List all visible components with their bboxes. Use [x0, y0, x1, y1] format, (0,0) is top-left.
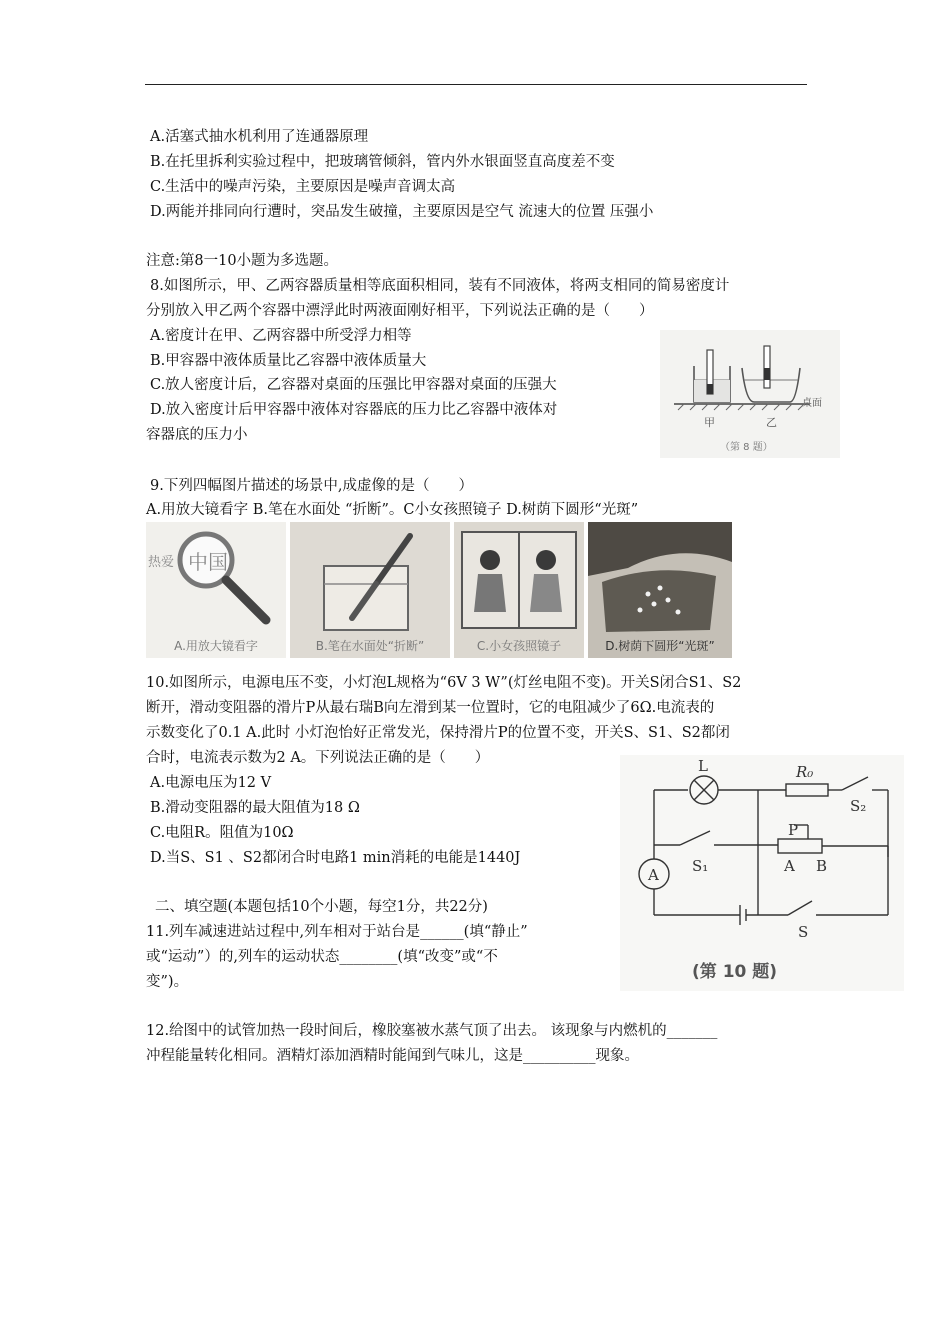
- q10-option-c: C.电阻R。阻值为10Ω: [150, 825, 294, 841]
- q10-stem-line3: 示数变化了0.1 A.此时 小灯泡怡好正常发光，保持滑片P的位置不变，开关S、S1、S2都闭: [146, 725, 730, 741]
- multi-choice-note: 注意:第8一10小题为多选题。: [146, 253, 339, 269]
- q12-line2: 冲程能量转化相同。酒精灯添加酒精时能闻到气味儿，这是__________现象。: [146, 1048, 639, 1064]
- q9-caption-b: B.笔在水面处“折断”: [315, 639, 425, 653]
- q7-option-a: A.活塞式抽水机利用了连通器原理: [150, 129, 369, 145]
- q9-image-d: [588, 522, 732, 658]
- q11-line2: 或“运动”）的,列车的运动状态________(填“改变”或“不: [146, 949, 498, 965]
- circuit-label-node-b: B: [816, 857, 828, 875]
- q10-option-d: D.当S、S1 、S2都闭合时电路1 min消耗的电能是1440J: [150, 850, 521, 866]
- q10-option-b: B.滑动变阻器的最大阻值为18 Ω: [150, 800, 360, 816]
- q8-label-table: 桌面: [802, 398, 822, 409]
- q12-line1: 12.给图中的试管加热一段时间后，橡胶塞被水蒸气顶了出去。 该现象与内燃机的_______: [146, 1023, 718, 1039]
- circuit-label-s1: S₁: [692, 857, 709, 875]
- q10-circuit-figure: [620, 755, 904, 991]
- q9-caption-d: D.树荫下圆形“光斑”: [605, 639, 715, 653]
- circuit-label-r0: R₀: [796, 763, 814, 781]
- q7-option-b: B.在托里拆利实验过程中，把玻璃管倾斜，管内外水银面竖直高度差不变: [150, 154, 615, 170]
- q9-stem: 9.下列四幅图片描述的场景中,成虚像的是（ ）: [150, 478, 473, 494]
- q8-stem-line2: 分别放入甲乙两个容器中漂浮此时两液面刚好相平，下列说法正确的是（ ）: [146, 303, 654, 319]
- header-rule: [145, 84, 807, 85]
- circuit-label-switch-s: S: [798, 923, 809, 941]
- q10-figure-caption: (第 10 题): [692, 962, 778, 982]
- q10-stem-line2: 断开，滑动变阻器的滑片P从最右瑞B向左滑到某一位置时，它的电阻减少了6Ω.电流表的: [146, 700, 715, 716]
- q9-image-a-text1: 热爱: [148, 555, 175, 570]
- q10-stem-line4: 合时，电流表示数为2 A。下列说法正确的是（ ）: [146, 750, 490, 766]
- q7-option-d: D.两能并排同向行遭时，突品发生破撞，主要原因是空气 流速大的位置 压强小: [150, 204, 654, 220]
- q10-option-a: A.电源电压为12 V: [150, 775, 272, 791]
- circuit-label-s2: S₂: [850, 797, 867, 815]
- q8-label-yi: 乙: [766, 416, 777, 429]
- q8-option-b: B.甲容器中液体质量比乙容器中液体质量大: [150, 353, 427, 369]
- q8-stem-line1: 8.如图所示，甲、乙两容器质量相等底面积相同，装有不同液体，将两支相同的简易密度计: [150, 278, 730, 294]
- q8-option-c: C.放人密度计后，乙容器对桌面的压强比甲容器对桌面的压强大: [150, 377, 557, 393]
- section-2-heading: 二、填空题(本题包括10个小题，每空1分，共22分): [155, 899, 488, 915]
- q9-caption-c: C.小女孩照镜子: [476, 639, 562, 653]
- circuit-label-lamp: L: [698, 757, 708, 775]
- q11-line1: 11.列车减速进站过程中,列车相对于站台是______(填“静止”: [146, 924, 528, 940]
- q8-option-a: A.密度计在甲、乙两容器中所受浮力相等: [150, 328, 412, 344]
- circuit-label-node-a: A: [784, 857, 795, 875]
- circuit-ammeter-label: A: [648, 866, 659, 884]
- q9-options: A.用放大镜看字 B.笔在水面处 “折断”。C小女孩照镜子 D.树荫下圆形“光斑”: [146, 502, 639, 518]
- q10-stem-line1: 10.如图所示，电源电压不变，小灯泡L规格为“6V 3 W”(灯丝电阻不变)。开关S闭合S1、S2: [146, 675, 742, 691]
- q9-caption-a: A.用放大镜看字: [174, 639, 258, 653]
- q9-image-b: [290, 522, 450, 658]
- q11-line3: 变”)。: [146, 974, 189, 990]
- q9-image-a: [146, 522, 286, 658]
- q7-option-c: C.生活中的噪声污染，主要原因是噪声音调太高: [150, 179, 456, 195]
- q8-figure-caption: （第 8 题）: [720, 442, 773, 453]
- q8-option-d-line1: D.放入密度计后甲容器中液体对容器底的压力比乙容器中液体对: [150, 402, 558, 418]
- circuit-label-slider-p: P: [788, 821, 799, 839]
- q8-option-d-line2: 容器底的压力小: [146, 427, 248, 443]
- q9-image-c: [454, 522, 584, 658]
- q8-label-jia: 甲: [704, 416, 715, 429]
- q8-figure: [660, 330, 840, 458]
- q9-image-a-text2: 中国: [188, 550, 228, 574]
